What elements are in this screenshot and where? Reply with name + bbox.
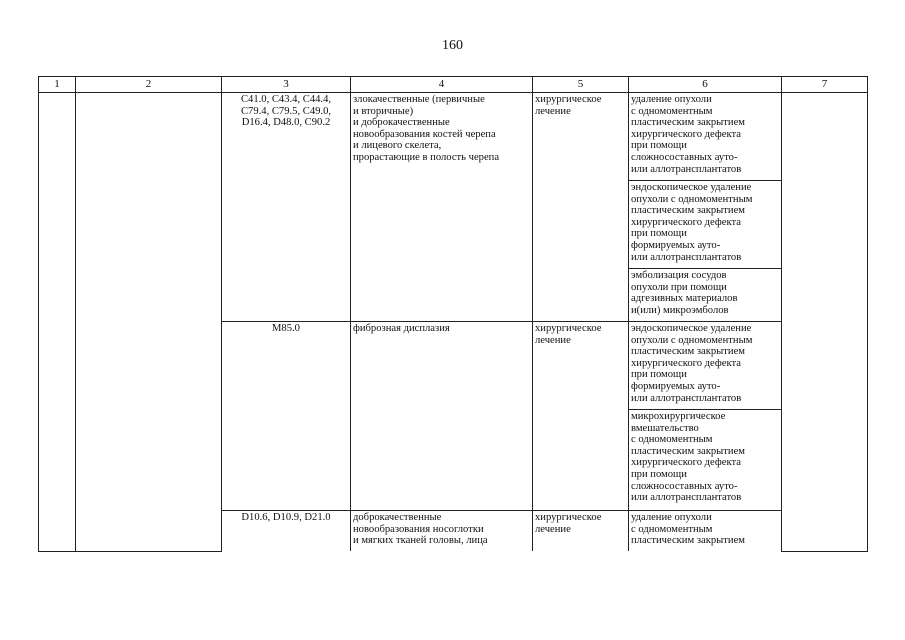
- method-cell: эндоскопическое удаление опухоли с одномоментным пластическим закрытием хирургического дефекта при помощи формируемых ауто- или аллотрансплантатов: [629, 322, 782, 410]
- page-number: 160: [442, 38, 463, 53]
- method-cell: удаление опухоли с одномоментным пластическим закрытием хирургического дефекта при помощи сложносоставных ауто- или аллотрансплантатов: [629, 93, 782, 181]
- method-cell: эмболизация сосудов опухоли при помощи адгезивных материалов и(или) микроэмболов: [629, 269, 782, 322]
- column-header: 2: [76, 77, 222, 93]
- cell-col1: [39, 93, 76, 552]
- medical-care-table: [38, 76, 868, 552]
- treatment-cell: хирургическое лечение: [533, 93, 629, 322]
- cell-col7: [782, 93, 868, 552]
- table-row: [39, 93, 868, 181]
- column-header: 7: [782, 77, 868, 93]
- column-header: 4: [351, 77, 533, 93]
- column-header: 5: [533, 77, 629, 93]
- icd-codes-cell: C41.0, C43.4, C44.4, C79.4, C79.5, C49.0, D16.4, D48.0, C90.2: [222, 93, 351, 322]
- icd-codes-cell: M85.0: [222, 322, 351, 511]
- column-header: 6: [629, 77, 782, 93]
- column-number-row: [39, 77, 868, 93]
- diagnosis-cell: доброкачественные новообразования носоглотки и мягких тканей головы, лица: [351, 511, 533, 552]
- treatment-cell: хирургическое лечение: [533, 511, 629, 552]
- method-cell: микрохирургическое вмешательство с одномоментным пластическим закрытием хирургического дефекта при помощи сложносоставных ауто- или аллотрансплантатов: [629, 410, 782, 511]
- diagnosis-cell: злокачественные (первичные и вторичные) и доброкачественные новообразования костей черепа и лицевого скелета, прорастающие в полость черепа: [351, 93, 533, 322]
- column-header: 1: [39, 77, 76, 93]
- method-cell: эндоскопическое удаление опухоли с одномоментным пластическим закрытием хирургического дефекта при помощи формируемых ауто- или аллотрансплантатов: [629, 181, 782, 269]
- method-cell: удаление опухоли с одномоментным пластическим закрытием: [629, 511, 782, 552]
- cell-col2: [76, 93, 222, 552]
- icd-codes-cell: D10.6, D10.9, D21.0: [222, 511, 351, 552]
- diagnosis-cell: фиброзная дисплазия: [351, 322, 533, 511]
- column-header: 3: [222, 77, 351, 93]
- treatment-cell: хирургическое лечение: [533, 322, 629, 511]
